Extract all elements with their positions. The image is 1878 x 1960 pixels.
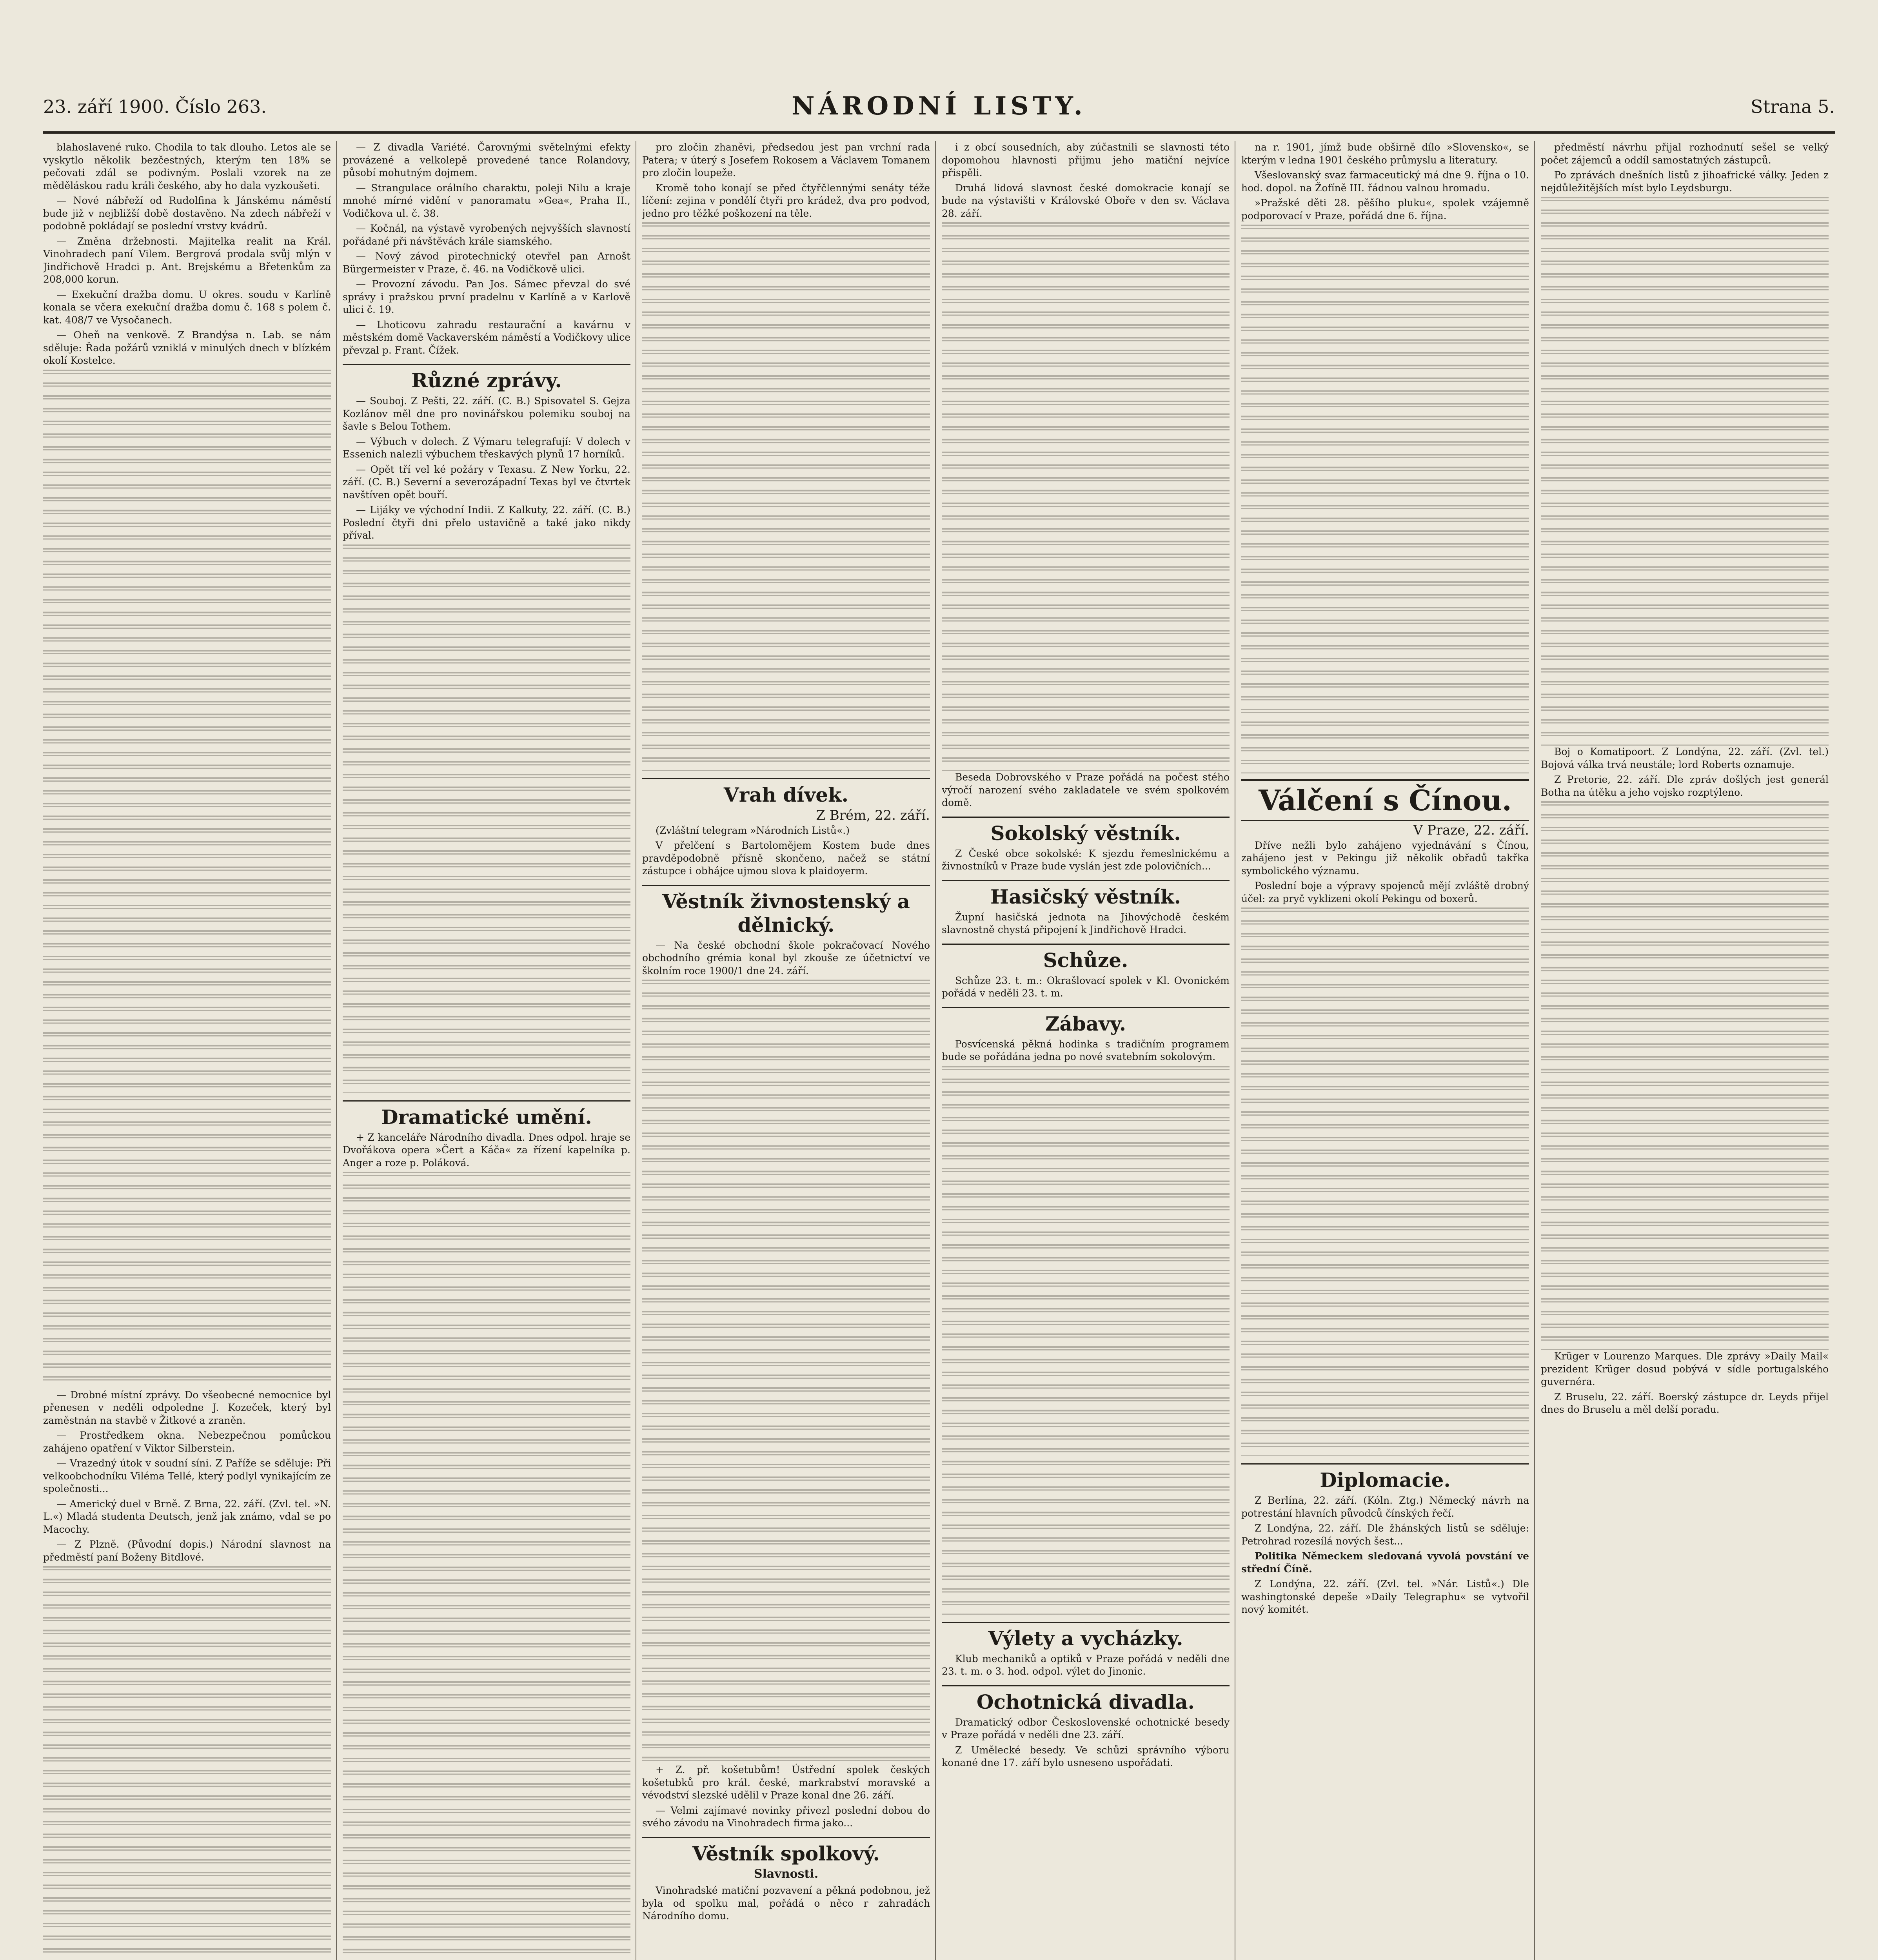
article-paragraph: — Strangulace orálního charaktu, poleji Nilu a kraje mnohé mírné vidění v panoramatu »Gea«, Praha II., Vodičkova ul. č. 38. <box>343 182 630 219</box>
article-paragraph: Beseda Dobrovského v Praze pořádá na počest stého výročí narození svého zakladatele ve svém spolkovém domě. <box>942 771 1230 808</box>
section-heading: Výlety a vycházky. <box>942 1622 1230 1650</box>
article-paragraph: Poslední boje a výpravy spojenců mějí zvláště drobný účel: za pryč vyklizeni okolí Pekingu od boxerů. <box>1241 880 1529 904</box>
article-paragraph: — Vrazedný útok v soudní síni. Z Paříže se sděluje: Při velkoobchodníku Viléma Tellé, který podlyl vynikajícím ze společnosti... <box>43 1457 331 1494</box>
section-heading: Věstník spolkový. <box>642 1837 930 1866</box>
section-heading: Hasičský věstník. <box>942 880 1230 909</box>
article-paragraph: — Na české obchodní škole pokračovací Nového obchodního grémia konal byl zkouše ze účetnictví ve školním roce 1900/1 dne 24. září. <box>642 939 930 976</box>
article-paragraph: Dramatický odbor Československé ochotnické besedy v Praze pořádá v neděli dne 23. září. <box>942 1716 1230 1740</box>
section-heading: Diplomacie. <box>1241 1463 1529 1492</box>
text-block <box>1541 801 1829 1350</box>
article-paragraph: — Lhoticovu zahradu restaurační a kavárnu v městském domě Vackaverském náměstí a Vodičkovy ulice převzal p. Frant. Čížek. <box>343 319 630 356</box>
date-issue: 23. září 1900. Číslo 263. <box>43 96 267 117</box>
subsection-heading: Slavnosti. <box>754 1867 819 1881</box>
article-paragraph: — Opět tří vel ké požáry v Texasu. Z New Yorku, 22. září. (C. B.) Severní a severozápadní Texas byl ve čtvrtek navštíven opět bouří. <box>343 463 630 501</box>
article-paragraph: — Nový závod pirotechnický otevřel pan Arnošt Bürgermeister v Praze, č. 46. na Vodičkově ulici. <box>343 250 630 275</box>
text-block <box>942 1066 1230 1615</box>
masthead <box>43 88 1835 134</box>
column-1 <box>43 141 331 1960</box>
article-paragraph: — Oheň na venkově. Z Brandýsa n. Lab. se nám sděluje: Řada požárů vzniklá v minulých dnech v blízkém okolí Kostelce. <box>43 329 331 366</box>
dateline: V Praze, 22. září. <box>1413 822 1529 838</box>
column-4 <box>942 141 1230 1960</box>
dateline: Z Brém, 22. září. <box>816 808 930 823</box>
article-paragraph: Druhá lidová slavnost české domokracie konají se bude na výstavišti v Královské Oboře v den sv. Václava 28. září. <box>942 182 1230 219</box>
column-6 <box>1541 141 1829 1960</box>
text-block <box>43 1566 331 1960</box>
section-heading: Ochotnická divadla. <box>942 1685 1230 1714</box>
section-heading: Zábavy. <box>942 1007 1230 1036</box>
article-paragraph: — Drobné místní zprávy. Do všeobecné nemocnice byl přenesen v neděli odpoledne J. Kozeček, který byl zaměstnán na stavbě v Žitkové a zraněn. <box>43 1389 331 1426</box>
article-paragraph: Z Londýna, 22. září. (Zvl. tel. »Nár. Listů«.) Dle washingtonské depeše »Daily Telegraphu« se vytvořil nový komitét. <box>1241 1578 1529 1615</box>
article-lead: Politika Německem sledovaná vyvolá povstání ve střední Číně. <box>1241 1550 1529 1575</box>
article-paragraph: — Kočnál, na výstavě vyrobených nejvyšších slavností pořádané při návštěvách krále siamského. <box>343 223 630 247</box>
page-number: Strana 5. <box>1751 96 1835 117</box>
text-block <box>642 222 930 771</box>
text-block <box>1241 225 1529 773</box>
text-block <box>1241 907 1529 1456</box>
article-paragraph: blahoslavené ruko. Chodila to tak dlouho. Letos ale se vyskytlo několik bezčestných, kterým ten 18% se pečovati zdál se podivným. Poslali vzorek na ze měděláskou radu králi českého, aby ho dala vyzkoušeti. <box>43 142 331 191</box>
article-paragraph: V přelčení s Bartolomějem Kostem bude dnes pravděpodobně přísně skončeno, načež se státní zástupce i obhájce ujmou slova k plaidoyerm. <box>642 840 930 877</box>
section-heading: Dramatické umění. <box>343 1100 630 1129</box>
article-paragraph: Dříve nežli bylo zahájeno vyjednávání s Čínou, zahájeno jest v Pekingu již několik obřadů takřka symbolického významu. <box>1241 839 1529 877</box>
article-paragraph: — Velmi zajímavé novinky přivezl poslední dobou do svého závodu na Vinohradech firma jako... <box>642 1804 930 1829</box>
article-paragraph: Župní hasičská jednota na Jihovýchodě českém slavnostně chystá připojení k Jindřichově Hradci. <box>942 911 1230 935</box>
article-paragraph: Po zprávách dnešních listů z jihoafrické války. Jeden z nejdůležitějších míst bylo Leydsburgu. <box>1541 169 1829 194</box>
article-paragraph: + Z. př. košetubům! Ústřední spolek českých košetubků pro král. české, markrabství moravské a vévodství slezské udělil v Praze konal dne 26. září. <box>642 1764 930 1801</box>
column-divider <box>336 141 337 1960</box>
article-paragraph: — Prostředkem okna. Nebezpečnou pomůckou zahájeno opatření v Viktor Silberstein. <box>43 1430 331 1454</box>
article-paragraph: Klub mechaniků a optiků v Praze pořádá v neděli dne 23. t. m. o 3. hod. odpol. výlet do Jinonic. <box>942 1653 1230 1677</box>
article-paragraph: — Z divadla Variété. Čarovnými světelnými efekty provázené a velkolepě provedené tance Rolandovy, působí mohutným dojmem. <box>343 142 630 178</box>
section-heading: Věstník živnostenský a dělnický. <box>642 885 930 937</box>
article-paragraph: Z České obce sokolské: K sjezdu řemeslnickému a živnostníků v Praze bude vyslán jest zde polovičních... <box>942 848 1230 872</box>
column-divider <box>935 141 936 1960</box>
article-paragraph: »Pražské děti 28. pěšího pluku«, spolek vzájemně podporovací v Praze, pořádá dne 6. října. <box>1241 197 1529 221</box>
text-block <box>343 544 630 1093</box>
article-paragraph: — Nové nábřeží od Rudolfina k Jánskému náměstí bude již v nejbližší době dostavěno. Na zdech nábřeží v podobně pokládají se poslední vrstvy kvádrů. <box>43 195 331 232</box>
article-paragraph: Posvícenská pěkná hodinka s tradičním programem bude se pořádána jedna po nové svatebním sokolovým. <box>942 1038 1230 1062</box>
section-heading: Různé zprávy. <box>343 364 630 392</box>
article-paragraph: Z Pretorie, 22. září. Dle zpráv došlých jest generál Botha na útěku a jeho vojsko rozptýleno. <box>1541 774 1829 798</box>
article-paragraph: pro zločin zhaněvi, předsedou jest pan vrchní rada Patera; v úterý s Josefem Rokosem a Václavem Tomanem pro zločin loupeže. <box>642 142 930 178</box>
article-paragraph: Boj o Komatipoort. Z Londýna, 22. září. (Zvl. tel.) Bojová válka trvá neustále; lord Roberts oznamuje. <box>1541 746 1829 770</box>
article-paragraph: Krüger v Lourenzo Marques. Dle zprávy »Daily Mail« prezident Krüger dosud pobývá v sídle portugalského guvernéra. <box>1541 1350 1829 1387</box>
article-paragraph: i z obcí sousedních, aby zúčastnili se slavnosti této dopomohou hlavnosti přijmu jeho matiční nejvíce přispěli. <box>942 142 1230 178</box>
section-heading: Vrah dívek. <box>642 778 930 807</box>
article-paragraph: Z Londýna, 22. září. Dle žhánských listů se sděluje: Petrohrad rozesílá nových šest... <box>1241 1523 1529 1547</box>
article-paragraph: Všeslovanský svaz farmaceutický má dne 9. října o 10. hod. dopol. na Žofíně III. řádnou valnou hromadu. <box>1241 169 1529 194</box>
article-paragraph: + Z kanceláře Národního divadla. Dnes odpol. hraje se Dvořákova opera »Čert a Káča« za řízení kapelníka p. Anger a roze p. Poláková. <box>343 1131 630 1169</box>
article-paragraph: Kromě toho konají se před čtyřčlennými senáty téže líčení: zejina v pondělí čtyři pro krádež, dva pro podvod, jedno pro těžké poškození na těle. <box>642 182 930 219</box>
column-3 <box>642 141 930 1960</box>
article-paragraph: — Výbuch v dolech. Z Výmaru telegrafují: V dolech v Essenich nalezli výbuchem třeskavých plynů 17 horníků. <box>343 436 630 460</box>
article-paragraph: Z Umělecké besedy. Ve schůzi správního výboru konané dne 17. září bylo usneseno uspořádati. <box>942 1744 1230 1768</box>
text-block <box>942 222 1230 771</box>
article-paragraph: — Americký duel v Brně. Z Brna, 22. září. (Zvl. tel. »N. L.«) Mladá studenta Deutsch, jenž jak známo, vdal se po Macochy. <box>43 1498 331 1535</box>
text-block <box>1541 197 1829 746</box>
article-paragraph: — Lijáky ve východní Indii. Z Kalkuty, 22. září. (C. B.) Poslední čtyři dni přelo ustavičně a také jako nikdy příval. <box>343 504 630 541</box>
article-paragraph: — Exekuční dražba domu. U okres. soudu v Karlíně konala se včera exekuční dražba domu č. 168 s polem č. kat. 408/7 ve Vysočanech. <box>43 289 331 326</box>
article-paragraph: Schůze 23. t. m.: Okrašlovací spolek v Kl. Ovonickém pořádá v neděli 23. t. m. <box>942 975 1230 999</box>
section-heading: Sokolský věstník. <box>942 817 1230 845</box>
article-paragraph: předměstí návrhu přijal rozhodnutí sešel se velký počet zájemců a oddíl samostatných zástupců. <box>1541 142 1829 166</box>
article-paragraph: — Provozní závodu. Pan Jos. Sámec převzal do své správy i pražskou první pradelnu v Karlíně a v Karlově ulici č. 19. <box>343 278 630 315</box>
article-paragraph: na r. 1901, jímž bude obširně dílo »Slovensko«, se kterým v ledna 1901 českého průmyslu a literatury. <box>1241 142 1529 166</box>
column-5 <box>1241 141 1529 1960</box>
article-paragraph: Vinohradské matiční pozvavení a pěkná podobnou, jež byla od spolku mal, pořádá o něco r zahradách Národního domu. <box>642 1885 930 1922</box>
text-block <box>343 1172 630 1956</box>
article-paragraph: Z Berlína, 22. září. (Kóln. Ztg.) Německý návrh na potrestání hlavních původců čínských řečí. <box>1241 1495 1529 1519</box>
text-block <box>43 370 331 1389</box>
section-heading: Schůze. <box>942 944 1230 972</box>
article-paragraph: — Souboj. Z Pešti, 22. září. (C. B.) Spisovatel S. Gejza Kozlánov měl dne pro novinářskou polemiku souboj na šavle s Belou Tothem. <box>343 395 630 432</box>
article-paragraph: (Zvláštní telegram »Národních Listů«.) <box>656 824 850 836</box>
text-block <box>642 980 930 1764</box>
article-paragraph: Z Bruselu, 22. září. Boerský zástupce dr. Leyds přijel dnes do Bruselu a měl delší poradu. <box>1541 1391 1829 1415</box>
column-divider <box>1534 141 1535 1960</box>
article-paragraph: — Změna držebnosti. Majitelka realit na Král. Vinohradech paní Vilem. Bergrová prodala svůj mlýn v Jindřichově Hradci p. Ant. Brejskému a Břetenkům za 208,000 korun. <box>43 235 331 285</box>
section-heading: Válčení s Čínou. <box>1241 779 1529 821</box>
article-paragraph: — Z Plzně. (Původní dopis.) Národní slavnost na předměstí paní Boženy Bitdlové. <box>43 1539 331 1563</box>
column-2 <box>343 141 630 1960</box>
newspaper-title: NÁRODNÍ LISTY. <box>792 91 1086 121</box>
